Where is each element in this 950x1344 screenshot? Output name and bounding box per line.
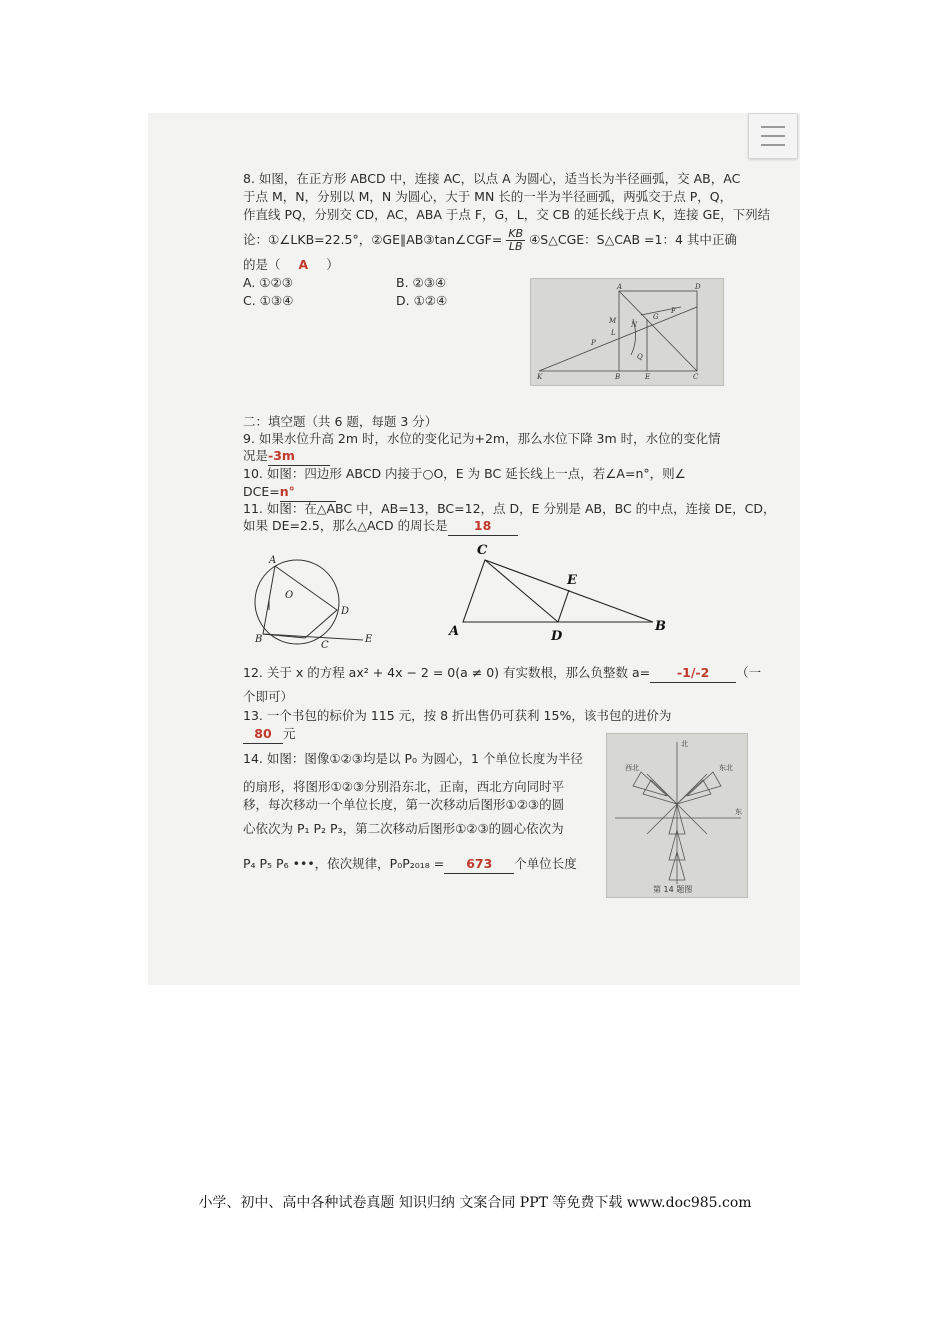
section-heading: 二：填空题（共 6 题，每题 3 分） xyxy=(243,414,438,429)
fig8-label-p: P xyxy=(591,339,596,347)
fig14-label-ne: 东北 xyxy=(719,764,733,772)
q10-line2: DCE=n° xyxy=(243,483,336,502)
fig14-label-nw: 西北 xyxy=(625,764,639,772)
q14-line2: 的扇形，将图形①②③分别沿东北，正南，西北方向同时平 xyxy=(243,779,565,794)
q8-option-c: C. ①③④ xyxy=(243,293,294,308)
q12-line1: 12. 关于 x 的方程 ax² + 4x − 2 = 0(a ≠ 0) 有实数根，那么负整数 a= -1/-2 （一 xyxy=(243,664,761,683)
fig8-label-b: B xyxy=(615,373,621,381)
q8-line4-start: 论：①∠LKB=22.5°，②GE∥AB③tan∠CGF= xyxy=(243,232,503,247)
fig8-label-m: M xyxy=(609,317,617,325)
q13-answer: 80 xyxy=(254,726,272,741)
q8-line4-end: ④S△CGE：S△CAB =1：4 其中正确 xyxy=(529,232,737,247)
q9-line1: 9. 如果水位升高 2m 时，水位的变化记为+2m，那么水位下降 3m 时，水位的变化情 xyxy=(243,431,721,446)
q14-figure xyxy=(606,733,748,898)
q8-option-d: D. ①②④ xyxy=(396,293,448,308)
q14-answer: 673 xyxy=(466,856,493,871)
q9-answer-blank xyxy=(268,447,330,466)
q10-figure xyxy=(245,550,385,650)
q14-line3: 移，每次移动一个单位长度，第一次移动后图形①②③的圆 xyxy=(243,797,565,812)
q8-figure-svg xyxy=(531,279,723,385)
q8-line3: 作直线 PQ，分别交 CD，AC，ABA 于点 F，G，L，交 CB 的延长线于点 K，连接 GE，下列结 xyxy=(243,207,771,222)
fig10-label-o: O xyxy=(285,590,294,601)
fig11-label-c: C xyxy=(477,543,488,558)
fig8-label-f: F xyxy=(671,307,676,315)
q10-line1: 10. 如图：四边形 ABCD 内接于○O，E 为 BC 延长线上一点，若∠A=n°，则∠ xyxy=(243,466,686,481)
q8-line4 xyxy=(243,228,737,253)
fig11-label-e: E xyxy=(567,573,577,588)
q12-answer: -1/-2 xyxy=(676,665,710,680)
q11-answer: 18 xyxy=(473,518,492,533)
q8-answer: A xyxy=(298,257,309,272)
fig8-label-a: A xyxy=(617,283,623,291)
q9-line2: 况是-3m xyxy=(243,447,330,466)
fig10-label-b: B xyxy=(255,634,263,645)
q14-line5: P₄ P₅ P₆ •••，依次规律，P₀P₂₀₁₈ = 673 个单位长度 xyxy=(243,855,577,874)
q13-line1: 13. 一个书包的标价为 115 元，按 8 折出售仍可获利 15%，该书包的进价为 xyxy=(243,708,672,723)
fig8-label-g: G xyxy=(653,313,659,321)
q8-option-a: A. ①②③ xyxy=(243,275,293,290)
fig10-label-c: C xyxy=(321,640,329,650)
fig8-label-d: D xyxy=(695,283,701,291)
q8-option-b: B. ②③④ xyxy=(396,275,447,290)
q8-fraction: $\frac{KB}{LB}$ xyxy=(508,227,524,253)
fig14-caption: 第 14 题图 xyxy=(653,885,693,894)
q11-line2: 如果 DE=2.5，那么△ACD 的周长是 18 xyxy=(243,517,518,536)
q13-answer-blank xyxy=(243,725,283,744)
fig11-label-d: D xyxy=(551,629,563,644)
q13-line2: 80 元 xyxy=(243,725,296,744)
fig10-label-a: A xyxy=(269,555,277,566)
q8-line5: 的是（ A ） xyxy=(243,257,339,272)
q11-figure xyxy=(445,540,675,645)
fig10-label-e: E xyxy=(365,634,373,645)
fig10-label-d: D xyxy=(341,606,350,617)
footer-text: 小学、初中、高中各种试卷真题 知识归纳 文案合同 PPT 等免费下载 www.doc985.com xyxy=(198,1195,752,1211)
fig8-label-e: E xyxy=(645,373,651,381)
menu-icon[interactable] xyxy=(748,113,798,159)
fig8-label-l: L xyxy=(611,329,616,337)
q14-answer-blank xyxy=(444,855,514,874)
q11-line1: 11. 如图：在△ABC 中，AB=13，BC=12，点 D，E 分别是 AB，BC 的中点，连接 DE，CD， xyxy=(243,501,776,516)
fig11-label-a: A xyxy=(449,624,460,639)
q12-line2: 个即可） xyxy=(243,689,294,704)
q8-line2: 于点 M，N，分别以 M，N 为圆心，大于 MN 长的一半为半径画弧，两弧交于点 P，Q， xyxy=(243,189,733,204)
fig14-label-north: 北 xyxy=(681,740,688,748)
q10-answer: n° xyxy=(279,484,295,499)
fig11-label-b: B xyxy=(655,619,666,634)
fig8-label-q: Q xyxy=(637,353,643,361)
q14-figure-svg xyxy=(607,734,747,897)
fig8-label-c: C xyxy=(693,373,699,381)
q9-answer: -3m xyxy=(268,448,295,463)
q8-figure xyxy=(530,278,724,386)
fig8-label-k: K xyxy=(537,373,543,381)
q12-answer-blank xyxy=(650,664,736,683)
q8-line1: 8. 如图，在正方形 ABCD 中，连接 AC，以点 A 为圆心，适当长为半径画弧，交 AB，AC xyxy=(243,171,741,186)
q14-line4: 心依次为 P₁ P₂ P₃，第二次移动后图形①②③的圆心依次为 xyxy=(243,821,564,836)
q14-line1: 14. 如图：图像①②③均是以 P₀ 为圆心，1 个单位长度为半径 xyxy=(243,751,583,766)
fig8-label-n: N xyxy=(631,321,638,329)
fig14-label-east: 东 xyxy=(735,808,742,816)
q11-answer-blank xyxy=(448,517,518,536)
